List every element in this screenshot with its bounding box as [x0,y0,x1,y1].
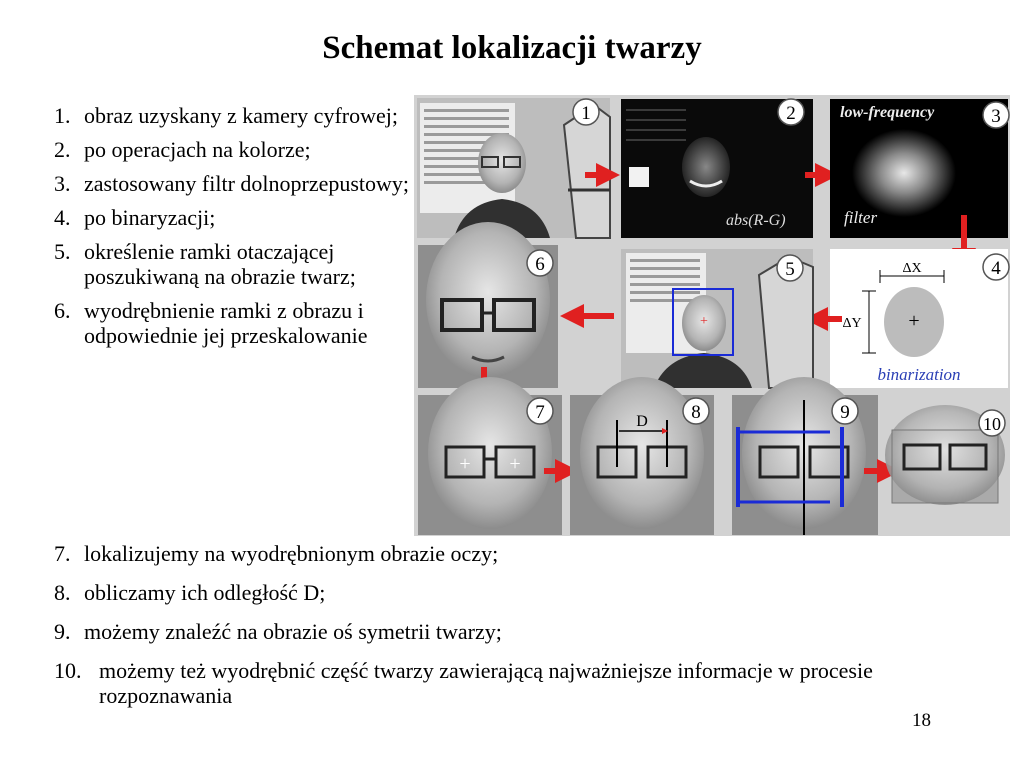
list-item [54,205,414,230]
delta-y-label: ΔY [842,316,862,331]
panel-number: 10 [983,414,1001,434]
panel-number: 5 [785,259,795,280]
slide-title: Schemat lokalizacji twarzy [322,30,702,66]
list-item [54,580,994,605]
steps-list-top [54,103,414,357]
step-number: 7. [54,541,71,566]
face-localization-figure [414,95,1010,536]
step-number: 9. [54,619,71,644]
steps-list-bottom [54,541,994,722]
panel-9-symmetry-axis [732,377,878,535]
list-item [54,298,414,348]
panel-number: 2 [786,103,796,124]
list-item [54,541,994,566]
delta-x-label: ΔX [902,261,922,276]
panel-number: 4 [991,258,1001,279]
list-item [54,619,994,644]
abs-rg-label: abs(R-G) [726,212,786,229]
list-item [54,658,994,708]
panel-number: 3 [991,106,1001,127]
filter-label: filter [844,208,878,227]
step-number: 1. [54,103,71,128]
panel-number: 6 [535,254,545,275]
step-number: 2. [54,137,71,162]
step-text: zastosowany filtr dolnoprzepustowy; [84,171,410,196]
list-item [54,103,414,128]
distance-d-label: D [636,413,648,430]
svg-text:+: + [509,453,521,475]
step-number: 10. [54,658,82,683]
panel-6-cropped-face [418,222,558,388]
page-number: 18 [912,710,931,731]
svg-text:+: + [700,314,708,329]
panel-number: 8 [691,402,701,423]
step-text: lokalizujemy na wyodrębnionym obrazie oczy; [84,541,499,566]
panel-number: 1 [581,103,591,124]
step-text: po operacjach na kolorze; [84,137,311,162]
step-text: po binaryzacji; [84,205,216,230]
step-text: obraz uzyskany z kamery cyfrowej; [84,103,398,128]
list-item [54,171,414,196]
step-text: możemy też wyodrębnić część twarzy zawierającą najważniejsze informacje w procesie rozpoznawania [99,658,873,708]
step-text: wyodrębnienie ramki z obrazu i odpowiednie jej przeskalowanie [84,298,368,348]
list-item [54,137,414,162]
list-item [54,239,414,289]
center-plus-mark: + [908,310,920,332]
panel-number: 7 [535,402,545,423]
step-text: obliczamy ich odległość D; [84,580,326,605]
step-text: określenie ramki otaczającej poszukiwaną na obrazie twarz; [84,239,356,289]
binarization-label: binarization [877,365,961,384]
step-number: 8. [54,580,71,605]
step-number: 6. [54,298,71,323]
panel-number: 9 [840,402,850,423]
low-frequency-label: low-frequency [840,104,935,121]
step-text: możemy znaleźć na obrazie oś symetrii twarzy; [84,619,502,644]
step-number: 3. [54,171,71,196]
svg-text:+: + [459,453,471,475]
step-number: 5. [54,239,71,264]
step-number: 4. [54,205,71,230]
